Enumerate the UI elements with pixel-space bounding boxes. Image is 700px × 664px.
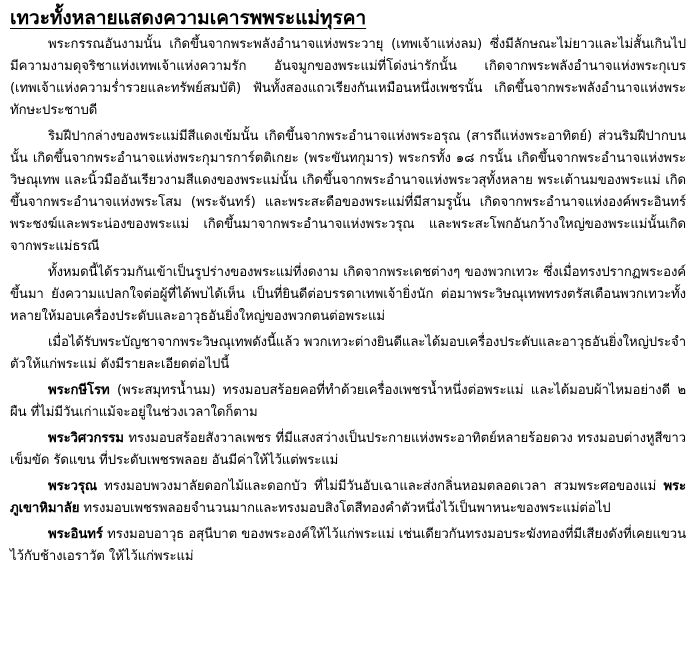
paragraph-3: ทั้งหมดนี้ได้รวมกันเข้าเป็นรูปร่างของพระแม่ที่งดงาม เกิดจากพระเดชต่างๆ ของพวกเทวะ ซึ่งเมื่อทรงปรากฏพระองค์ขึ้นมา ยังความแปลกใจต่อผู้ที่ได้พบได้เห็น เป็นที่ยินดีต่อบรรดาเทพเจ้ายิ่งนัก ต่อมาพระวิษณุเทพทรงตรัสเตือนพวกเทวะทั้งหลายให้มอบเครื่องประดับและอาวุธอันยิ่งใหญ่ของพวกตนต่อพระแม่ xyxy=(10,265,686,324)
gift-paragraph-kshiroda xyxy=(10,380,686,424)
gift-text: ทรงมอบสร้อยสังวาลเพชร ที่มีแสงสว่างเป็นประกายแห่งพระอาทิตย์หลายร้อยดวง ทรงมอบต่างหูสีขาว เข็มขัด รัดแขน ที่ประดับเพชรพลอย อันมีค่าให้ไว้แต่พระแม่ xyxy=(10,431,686,468)
page-title: เทวะทั้งหลายแสดงความเคารพพระแม่ทุรคา xyxy=(10,7,367,29)
gift-paragraph-vishvakarma xyxy=(10,428,686,472)
deity-name: พระวิศวกรรม xyxy=(48,431,124,446)
paragraph-2: ริมฝีปากล่างของพระแม่มีสีแดงเข้มนั้น เกิดขึ้นจากพระอำนาจแห่งพระอรุณ (สารถีแห่งพระอาทิตย์) ส่วนริมฝีปากบนนั้น เกิดขึ้นจากพระอำนาจแห่งพระกุมารการ์ตติเกยะ (พระขันทกุมาร) พระกรทั้ง ๑๘ กรนั้น เกิดขึ้นจากพระอำนาจแห่งพระวิษณุเทพ และนิ้วมืออันเรียวงามสีแดงของพระแม่นั้น เกิดขึ้นจากพระอำนาจแห่งพระวสุทั้งหลาย พระเต้านมของพระแม่ เกิดขึ้นจากพระอำนาจแห่งพระโสม (พระจันทร์) และพระสะดือของพระแม่ที่มีสามรูนั้น เกิดจากพระอำนาจแห่งองค์พระอินทร์ พระชงฆ์และพระน่องของพระแม่ เกิดขึ้นมาจากพระอำนาจแห่งพระวรุณ และพระสะโพกอันกว้างใหญ่ของพระแม่นั้นเกิดจากพระแม่ธรณี xyxy=(10,129,686,254)
gift-text-himalaya: ทรงมอบเพชรพลอยจำนวนมากและทรงมอบสิงโตสีทองคำตัวหนึ่งไว้เป็นพาหนะของพระแม่ต่อไป xyxy=(79,501,611,516)
gift-text: ทรงมอบอาวุธ อสุนีบาต ของพระองค์ให้ไว้แก่พระแม่ เช่นเดียวกันทรงมอบระฆังทองที่มีเสียงดังที่เคยแขวนไว้กับช้างเอราวัต ให้ไว้แก่พระแม่ xyxy=(10,527,686,564)
paragraph-1: พระกรรณอันงามนั้น เกิดขึ้นจากพระพลังอำนาจแห่งพระวายุ (เทพเจ้าแห่งลม) ซึ่งมีลักษณะไม่ยาวและไม่สั้นเกินไป มีความงามดุจริชาแห่งเทพเจ้าแห่งความรัก อันจมูกของพระแม่ที่โด่งน่ารักนั้น เกิดจากพระพลังอำนาจแห่งพระกุเบร (เทพเจ้าแห่งความร่ำรวยและทรัพย์สมบัติ) ฟันทั้งสองแถวเรียงกันเหมือนหนึ่งเพชรนั้น เกิดขึ้นจากพระพลังอำนาจแห่งพระทักษะประชาบดี xyxy=(10,37,686,118)
deity-name-himalaya: พระภูเขาหิมาลัย xyxy=(10,479,686,516)
deity-name: พระกษีโรท xyxy=(48,383,110,398)
gift-paragraph-indra xyxy=(10,524,686,568)
paragraph-4: เมื่อได้รับพระบัญชาจากพระวิษณุเทพดังนี้แล้ว พวกเทวะต่างยินดีและได้มอบเครื่องประดับและอาวุธอันยิ่งใหญ่ประจำตัวให้แก่พระแม่ ดังมีรายละเอียดต่อไปนี้ xyxy=(10,335,686,372)
gift-text: (พระสมุทรน้ำนม) ทรงมอบสร้อยคอที่ทำด้วยเครื่องเพชรน้ำหนึ่งต่อพระแม่ และได้มอบผ้าไหมอย่างดี ๒ ผืน ที่ไม่มีวันเก่าแม้จะอยู่ในช่วงเวลาใดก็ตาม xyxy=(10,383,686,420)
gift-text: ทรงมอบพวงมาลัยดอกไม้และดอกบัว ที่ไม่มีวันอับเฉาและส่งกลิ่นหอมตลอดเวลา สวมพระศอของแม่ xyxy=(96,479,664,494)
gift-paragraph-varuna xyxy=(10,476,686,520)
deity-name: พระอินทร์ xyxy=(48,527,103,542)
deity-name: พระวรุณ xyxy=(48,479,97,494)
